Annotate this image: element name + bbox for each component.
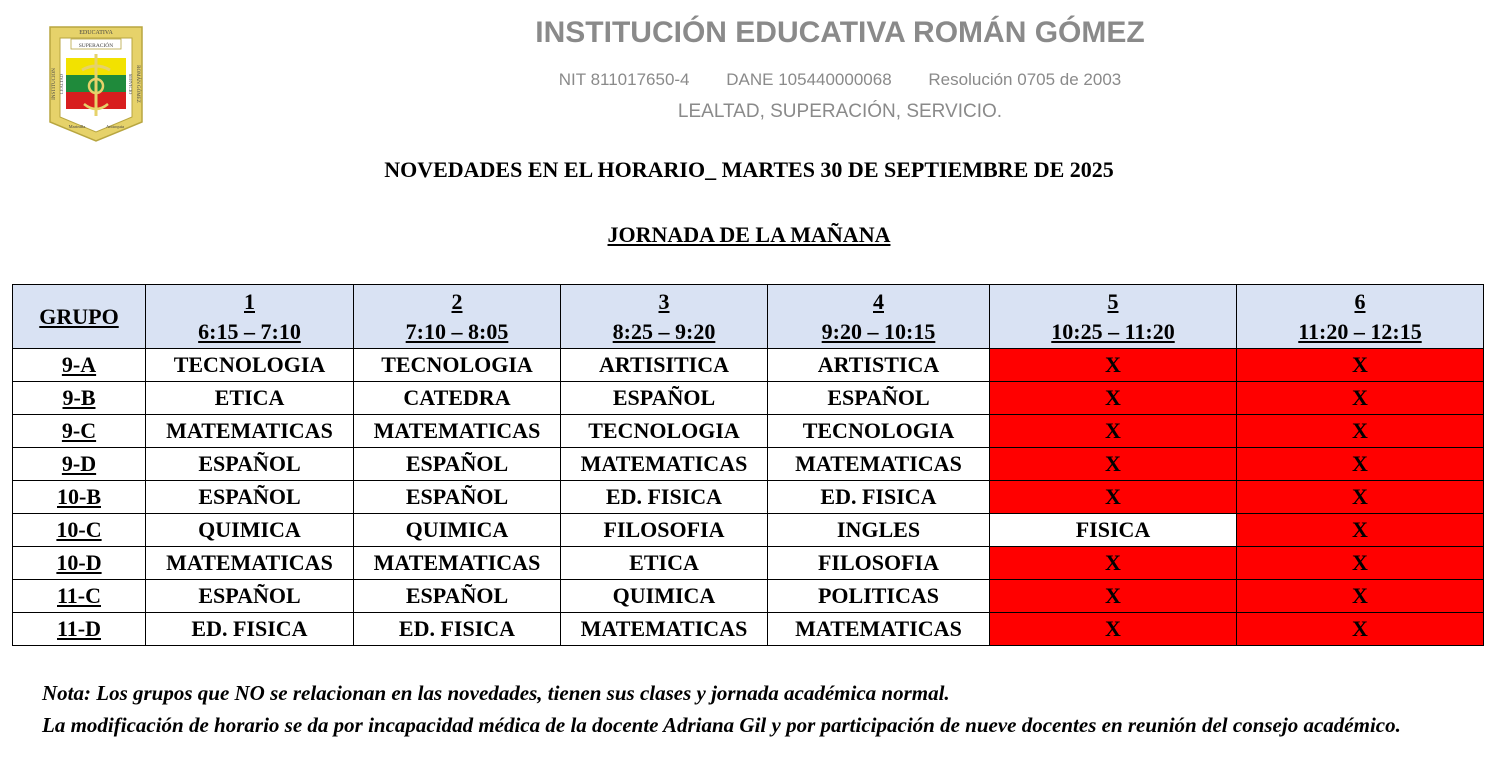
schedule-cell: ED. FISICA: [354, 613, 561, 646]
group-cell: 9-C: [13, 415, 146, 448]
period-time: 7:10 – 8:05: [405, 318, 509, 344]
group-cell: 9-A: [13, 349, 146, 382]
schedule-cell: MATEMATICAS: [768, 613, 990, 646]
schedule-cell: MATEMATICAS: [354, 547, 561, 580]
group-cell: 10-B: [13, 481, 146, 514]
cancelled-cell: X: [990, 415, 1237, 448]
notes-section: [42, 677, 1457, 741]
cancelled-cell: X: [1237, 580, 1484, 613]
period-time: 10:25 – 11:20: [1051, 318, 1175, 344]
schedule-cell: MATEMATICAS: [354, 415, 561, 448]
institution-name: INSTITUCIÓN EDUCATIVA ROMÁN GÓMEZ: [535, 16, 1145, 49]
schedule-cell: CATEDRA: [354, 382, 561, 415]
cancelled-cell: X: [990, 580, 1237, 613]
period-time: 8:25 – 9:20: [612, 318, 716, 344]
schedule-cell: ESPAÑOL: [146, 580, 354, 613]
table-row: [13, 613, 1484, 646]
cancelled-cell: X: [990, 448, 1237, 481]
group-cell: 9-B: [13, 382, 146, 415]
period-header: [146, 285, 354, 349]
table-row: [13, 415, 1484, 448]
cancelled-cell: X: [990, 547, 1237, 580]
schedule-cell: ESPAÑOL: [146, 448, 354, 481]
logo-top-text: EDUCATIVA: [79, 30, 113, 36]
table-row: [13, 547, 1484, 580]
schedule-cell: QUIMICA: [146, 514, 354, 547]
schedule-cell: FILOSOFIA: [561, 514, 768, 547]
document-title: NOVEDADES EN EL HORARIO_ MARTES 30 DE SEPTIEMBRE DE 2025: [384, 157, 1114, 182]
resolution-number: Resolución 0705 de 2003: [928, 70, 1122, 89]
group-cell: 10-D: [13, 547, 146, 580]
cancelled-cell: X: [990, 349, 1237, 382]
cancelled-cell: X: [990, 613, 1237, 646]
institution-logo: [47, 24, 145, 144]
schedule-cell: ED. FISICA: [146, 613, 354, 646]
table-row: [13, 349, 1484, 382]
cancelled-cell: X: [1237, 382, 1484, 415]
schedule-cell: MATEMATICAS: [768, 448, 990, 481]
schedule-cell: INGLES: [768, 514, 990, 547]
schedule-cell: FILOSOFIA: [768, 547, 990, 580]
period-time: 9:20 – 10:15: [821, 318, 936, 344]
period-number: 3: [658, 288, 670, 314]
note-line: Nota: Los grupos que NO se relacionan en las novedades, tienen sus clases y jornada académica normal.: [42, 681, 950, 705]
cancelled-cell: X: [1237, 547, 1484, 580]
cancelled-cell: X: [1237, 613, 1484, 646]
period-number: 5: [1107, 288, 1119, 314]
schedule-cell: ESPAÑOL: [146, 481, 354, 514]
period-number: 1: [244, 288, 255, 314]
cancelled-cell: X: [1237, 415, 1484, 448]
schedule-cell: MATEMATICAS: [561, 613, 768, 646]
schedule-cell: QUIMICA: [561, 580, 768, 613]
institution-identifiers: [390, 70, 1290, 90]
table-row: [13, 481, 1484, 514]
group-cell: 9-D: [13, 448, 146, 481]
period-header: [768, 285, 990, 349]
group-column-header: GRUPO: [13, 285, 146, 349]
group-cell: 11-D: [13, 613, 146, 646]
schedule-cell: TECNOLOGIA: [354, 349, 561, 382]
period-number: 4: [873, 288, 884, 314]
table-row: [13, 382, 1484, 415]
schedule-cell: FISICA: [990, 514, 1237, 547]
schedule-cell: MATEMATICAS: [561, 448, 768, 481]
period-number: 6: [1354, 288, 1366, 314]
logo-right-inner-text: SERVICIO: [128, 73, 133, 95]
cancelled-cell: X: [1237, 481, 1484, 514]
table-row: [13, 448, 1484, 481]
logo-bottom-right-text: Antioquia: [106, 124, 124, 129]
logo-bottom-left-text: Marinilla: [68, 124, 86, 129]
cancelled-cell: X: [990, 382, 1237, 415]
schedule-table: [12, 284, 1484, 646]
cancelled-cell: X: [1237, 349, 1484, 382]
period-header: [354, 285, 561, 349]
cancelled-cell: X: [990, 481, 1237, 514]
cancelled-cell: X: [1237, 514, 1484, 547]
period-header: [990, 285, 1237, 349]
schedule-cell: ESPAÑOL: [561, 382, 768, 415]
period-time: 6:15 – 7:10: [198, 318, 301, 344]
group-cell: 11-C: [13, 580, 146, 613]
schedule-cell: ESPAÑOL: [354, 580, 561, 613]
table-row: [13, 514, 1484, 547]
dane-number: DANE 105440000068: [726, 70, 892, 89]
shift-title: JORNADA DE LA MAÑANA: [607, 222, 891, 247]
cancelled-cell: X: [1237, 448, 1484, 481]
schedule-cell: TECNOLOGIA: [768, 415, 990, 448]
schedule-cell: ARTISITICA: [561, 349, 768, 382]
schedule-cell: ED. FISICA: [768, 481, 990, 514]
schedule-cell: ESPAÑOL: [768, 382, 990, 415]
schedule-cell: TECNOLOGIA: [561, 415, 768, 448]
period-header: [561, 285, 768, 349]
nit-number: NIT 811017650-4: [558, 70, 690, 89]
schedule-cell: ETICA: [146, 382, 354, 415]
period-number: 2: [451, 288, 463, 314]
schedule-cell: ED. FISICA: [561, 481, 768, 514]
table-header-row: [13, 285, 1484, 349]
schedule-cell: POLITICAS: [768, 580, 990, 613]
schedule-cell: QUIMICA: [354, 514, 561, 547]
schedule-cell: ARTISTICA: [768, 349, 990, 382]
note-line: La modificación de horario se da por incapacidad médica de la docente Adriana Gil y por participación de nueve docentes en reunión del consejo académico.: [42, 713, 1401, 737]
institution-motto: LEALTAD, SUPERACIÓN, SERVICIO.: [677, 101, 1003, 122]
period-time: 11:20 – 12:15: [1298, 318, 1422, 344]
schedule-cell: MATEMATICAS: [146, 547, 354, 580]
schedule-cell: ESPAÑOL: [354, 448, 561, 481]
logo-right-text: ROMÁN GÓMEZ: [135, 65, 140, 103]
logo-ribbon-text: SUPERACIÓN: [78, 43, 114, 49]
group-cell: 10-C: [13, 514, 146, 547]
period-header: [1237, 285, 1484, 349]
schedule-cell: MATEMATICAS: [146, 415, 354, 448]
schedule-cell: ESPAÑOL: [354, 481, 561, 514]
schedule-cell: TECNOLOGIA: [146, 349, 354, 382]
logo-left-text: INSTITUCION: [52, 68, 57, 100]
table-row: [13, 580, 1484, 613]
logo-left-inner-text: LEALTAD: [59, 74, 64, 94]
schedule-cell: ETICA: [561, 547, 768, 580]
